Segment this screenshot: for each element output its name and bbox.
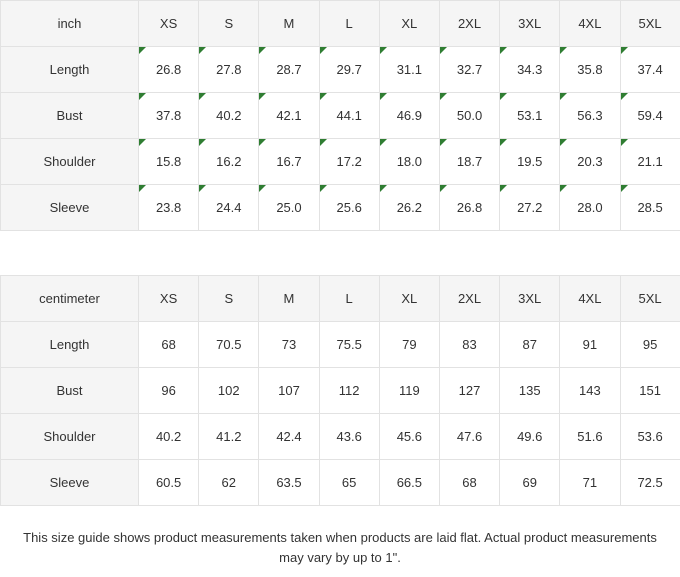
table-row: [1, 47, 680, 93]
measurement-cell: 37.4: [620, 47, 680, 93]
measurement-label: Sleeve: [1, 185, 139, 231]
measurement-cell: 17.2: [319, 139, 379, 185]
measurement-cell: 119: [379, 368, 439, 414]
table-row: [1, 185, 680, 231]
measurement-label: Sleeve: [1, 460, 139, 506]
size-header: 5XL: [620, 1, 680, 47]
measurement-cell: 29.7: [319, 47, 379, 93]
measurement-cell: 68: [139, 322, 199, 368]
measurement-label: Bust: [1, 93, 139, 139]
measurement-cell: 59.4: [620, 93, 680, 139]
measurement-cell: 95: [620, 322, 680, 368]
measurement-cell: 26.8: [439, 185, 499, 231]
measurement-cell: 35.8: [560, 47, 620, 93]
measurement-cell: 37.8: [139, 93, 199, 139]
size-header: L: [319, 276, 379, 322]
size-header: 2XL: [439, 276, 499, 322]
measurement-cell: 15.8: [139, 139, 199, 185]
measurement-cell: 20.3: [560, 139, 620, 185]
measurement-cell: 26.8: [139, 47, 199, 93]
measurement-cell: 135: [500, 368, 560, 414]
measurement-cell: 47.6: [439, 414, 499, 460]
measurement-cell: 68: [439, 460, 499, 506]
measurement-cell: 40.2: [199, 93, 259, 139]
size-header: 4XL: [560, 276, 620, 322]
measurement-cell: 27.8: [199, 47, 259, 93]
measurement-cell: 25.6: [319, 185, 379, 231]
measurement-cell: 127: [439, 368, 499, 414]
unit-label: inch: [1, 1, 139, 47]
measurement-cell: 28.0: [560, 185, 620, 231]
measurement-cell: 60.5: [139, 460, 199, 506]
measurement-cell: 34.3: [500, 47, 560, 93]
measurement-label: Bust: [1, 368, 139, 414]
size-header: 3XL: [500, 1, 560, 47]
measurement-cell: 62: [199, 460, 259, 506]
measurement-cell: 66.5: [379, 460, 439, 506]
measurement-cell: 72.5: [620, 460, 680, 506]
table-row: [1, 322, 680, 368]
measurement-cell: 87: [500, 322, 560, 368]
measurement-label: Shoulder: [1, 139, 139, 185]
size-table-centimeter: [0, 275, 680, 506]
measurement-cell: 112: [319, 368, 379, 414]
measurement-cell: 51.6: [560, 414, 620, 460]
measurement-cell: 69: [500, 460, 560, 506]
table-gap: [0, 231, 680, 275]
measurement-cell: 16.7: [259, 139, 319, 185]
measurement-cell: 43.6: [319, 414, 379, 460]
measurement-cell: 63.5: [259, 460, 319, 506]
table-row: [1, 368, 680, 414]
size-guide-footnote: This size guide shows product measurements taken when products are laid flat. Actual product measurements may vary by up to 1".: [23, 530, 657, 565]
table-row: [1, 93, 680, 139]
measurement-cell: 53.1: [500, 93, 560, 139]
measurement-cell: 40.2: [139, 414, 199, 460]
measurement-cell: 32.7: [439, 47, 499, 93]
measurement-cell: 151: [620, 368, 680, 414]
measurement-cell: 96: [139, 368, 199, 414]
measurement-cell: 46.9: [379, 93, 439, 139]
measurement-cell: 18.7: [439, 139, 499, 185]
measurement-cell: 91: [560, 322, 620, 368]
measurement-cell: 79: [379, 322, 439, 368]
measurement-cell: 83: [439, 322, 499, 368]
measurement-cell: 31.1: [379, 47, 439, 93]
measurement-cell: 16.2: [199, 139, 259, 185]
measurement-cell: 28.5: [620, 185, 680, 231]
size-header: XL: [379, 276, 439, 322]
measurement-cell: 41.2: [199, 414, 259, 460]
measurement-cell: 65: [319, 460, 379, 506]
measurement-cell: 45.6: [379, 414, 439, 460]
measurement-cell: 53.6: [620, 414, 680, 460]
measurement-label: Shoulder: [1, 414, 139, 460]
measurement-cell: 71: [560, 460, 620, 506]
measurement-label: Length: [1, 322, 139, 368]
size-header: 2XL: [439, 1, 499, 47]
measurement-cell: 102: [199, 368, 259, 414]
measurement-cell: 70.5: [199, 322, 259, 368]
measurement-cell: 49.6: [500, 414, 560, 460]
measurement-cell: 21.1: [620, 139, 680, 185]
measurement-cell: 27.2: [500, 185, 560, 231]
size-header: M: [259, 1, 319, 47]
measurement-cell: 26.2: [379, 185, 439, 231]
size-header: M: [259, 276, 319, 322]
measurement-cell: 28.7: [259, 47, 319, 93]
size-header: 3XL: [500, 276, 560, 322]
table-row: [1, 139, 680, 185]
measurement-cell: 44.1: [319, 93, 379, 139]
measurement-cell: 50.0: [439, 93, 499, 139]
size-header: XS: [139, 276, 199, 322]
table-header-row: [1, 1, 680, 47]
measurement-cell: 56.3: [560, 93, 620, 139]
size-header: S: [199, 276, 259, 322]
size-header: XS: [139, 1, 199, 47]
size-header: 4XL: [560, 1, 620, 47]
measurement-cell: 42.1: [259, 93, 319, 139]
unit-label: centimeter: [1, 276, 139, 322]
table-row: [1, 460, 680, 506]
size-header: XL: [379, 1, 439, 47]
measurement-cell: 107: [259, 368, 319, 414]
measurement-label: Length: [1, 47, 139, 93]
size-table-inch: [0, 0, 680, 231]
size-header: L: [319, 1, 379, 47]
table-header-row: [1, 276, 680, 322]
measurement-cell: 42.4: [259, 414, 319, 460]
table-row: [1, 414, 680, 460]
size-header: 5XL: [620, 276, 680, 322]
measurement-cell: 24.4: [199, 185, 259, 231]
size-header: S: [199, 1, 259, 47]
measurement-cell: 25.0: [259, 185, 319, 231]
measurement-cell: 73: [259, 322, 319, 368]
measurement-cell: 19.5: [500, 139, 560, 185]
measurement-cell: 18.0: [379, 139, 439, 185]
measurement-cell: 143: [560, 368, 620, 414]
measurement-cell: 23.8: [139, 185, 199, 231]
measurement-cell: 75.5: [319, 322, 379, 368]
